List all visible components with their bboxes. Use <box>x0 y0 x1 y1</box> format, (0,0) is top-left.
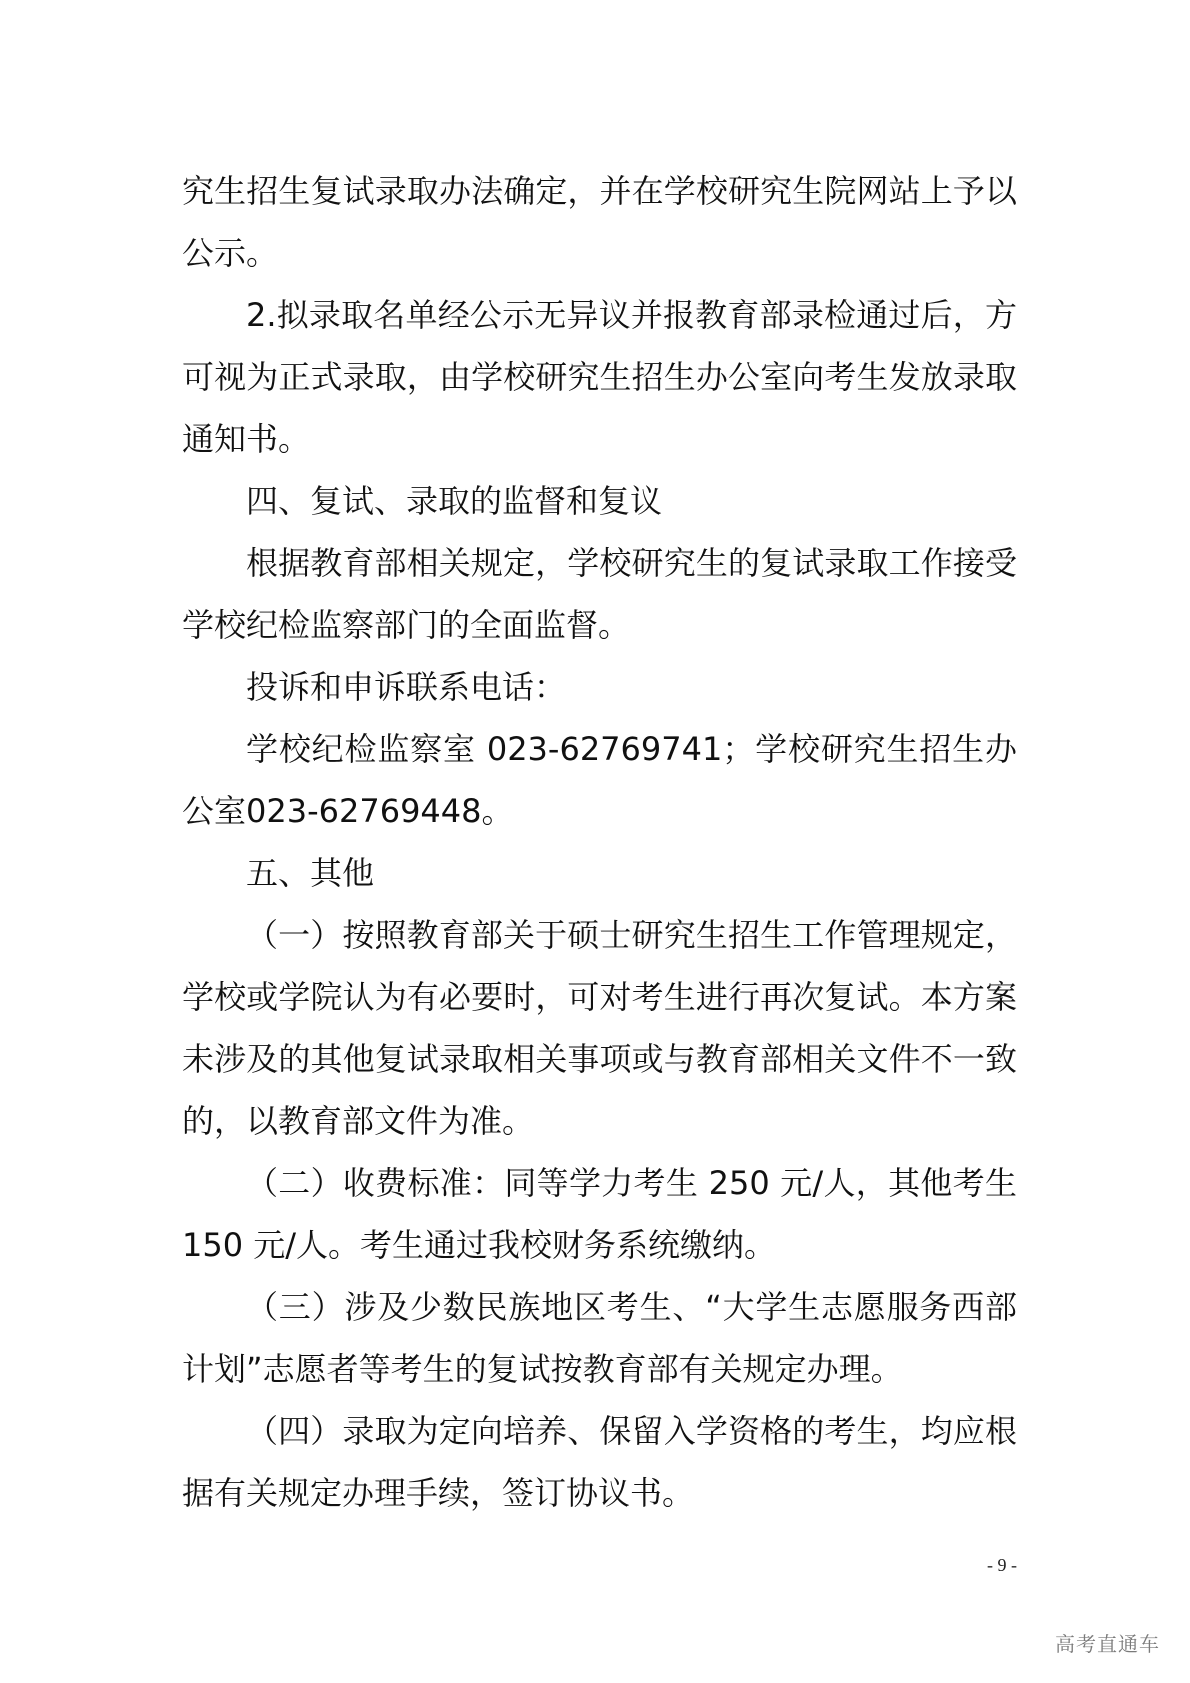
page-number: - 9 - <box>987 1555 1017 1575</box>
paragraph: 2.拟录取名单经公示无异议并报教育部录检通过后，方可视为正式录取，由学校研究生招生办公室向考生发放录取通知书。 <box>182 296 1017 458</box>
document-body <box>182 160 1017 1524</box>
section-heading: 五、其他 <box>246 854 375 892</box>
paragraph: 投诉和申诉联系电话： <box>246 668 567 706</box>
paragraph: （三）涉及少数民族地区考生、“大学生志愿服务西部计划”志愿者等考生的复试按教育部有关规定办理。 <box>182 1288 1017 1388</box>
watermark-text: 高考直通车 <box>1055 1632 1160 1656</box>
paragraph: （二）收费标准：同等学力考生 250 元/人，其他考生150 元/人。考生通过我校财务系统缴纳。 <box>182 1164 1017 1264</box>
paragraph: 究生招生复试录取办法确定，并在学校研究生院网站上予以公示。 <box>182 172 1017 272</box>
section-heading: 四、复试、录取的监督和复议 <box>246 482 663 520</box>
paragraph: （四）录取为定向培养、保留入学资格的考生，均应根据有关规定办理手续，签订协议书。 <box>182 1412 1017 1512</box>
paragraph: 根据教育部相关规定，学校研究生的复试录取工作接受学校纪检监察部门的全面监督。 <box>182 544 1017 644</box>
contact-paragraph: 学校纪检监察室 023-62769741；学校研究生招生办公室023-62769448。 <box>182 730 1017 830</box>
paragraph: （一）按照教育部关于硕士研究生招生工作管理规定，学校或学院认为有必要时，可对考生进行再次复试。本方案未涉及的其他复试录取相关事项或与教育部相关文件不一致的，以教育部文件为准。 <box>182 916 1017 1140</box>
